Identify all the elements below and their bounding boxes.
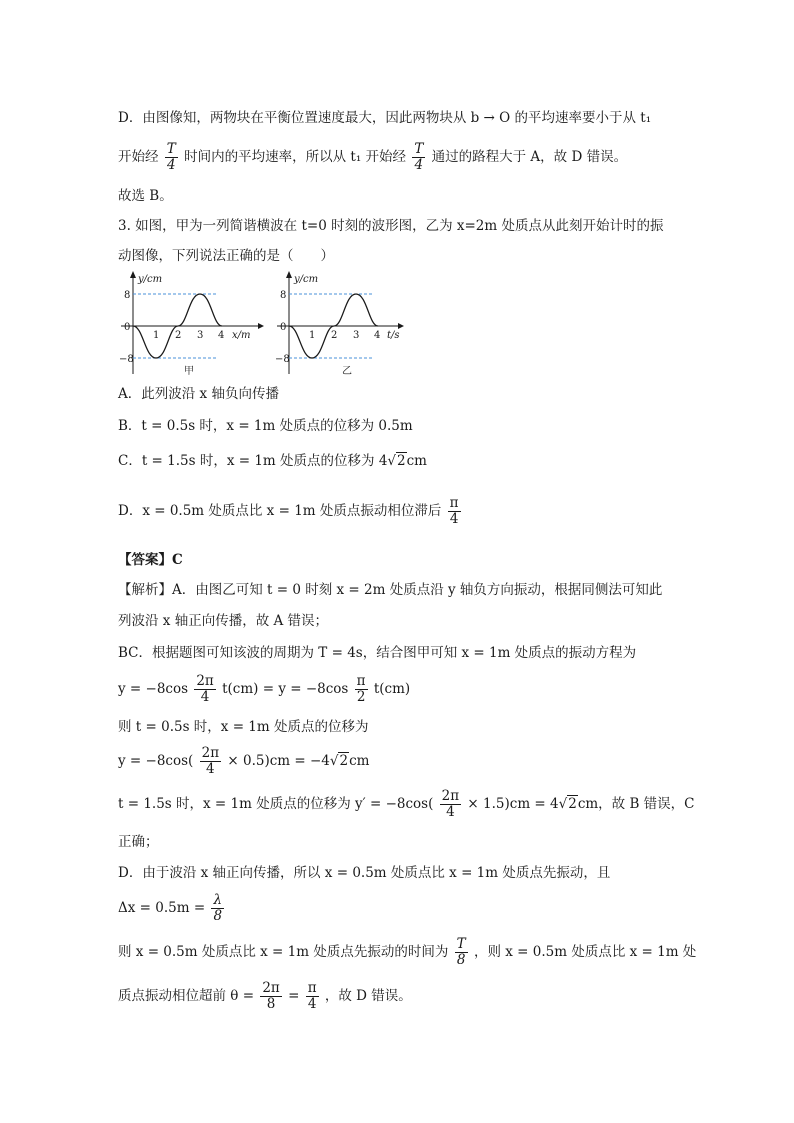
- text: t = 1.5s 时，x = 1m 处质点的位移为 y′ = −8cos(: [118, 796, 434, 812]
- svg-text:2: 2: [175, 330, 182, 341]
- svg-text:甲: 甲: [184, 366, 194, 377]
- svg-text:4: 4: [218, 330, 225, 341]
- fraction-T-4: $\frac{T}{4}$: [414, 141, 424, 173]
- svg-text:1: 1: [153, 330, 160, 341]
- svg-text:4: 4: [374, 330, 381, 341]
- text: t(cm) = y = −8cos: [222, 681, 349, 697]
- svg-text:−8: −8: [119, 354, 134, 365]
- svg-text:3: 3: [353, 330, 360, 341]
- text: 时间内的平均速率，所以从 t₁ 开始经: [184, 149, 407, 165]
- answer: 【答案】C: [118, 552, 183, 568]
- text: y = −8cos(: [118, 753, 194, 769]
- svg-text:y/cm: y/cm: [294, 274, 319, 285]
- fraction-T-8: $\frac{T}{8}$: [456, 936, 466, 968]
- text: Δx = 0.5m =: [118, 900, 206, 916]
- option-c: C．t = 1.5s 时，x = 1m 处质点的位移为 4√2cm: [118, 453, 427, 469]
- explain-line-7: [118, 937, 696, 968]
- svg-text:3: 3: [197, 330, 204, 341]
- text: cm，故 B 错误，C: [577, 796, 695, 812]
- explain-line-2: 列波沿 x 轴正向传播，故 A 错误；: [118, 613, 329, 629]
- svg-text:0: 0: [280, 322, 287, 333]
- q3-stem-1: 3. 如图，甲为一列简谐横波在 t=0 时刻的波形图，乙为 x=2m 处质点从此刻开始计时的振: [118, 218, 664, 234]
- explain-line-1: 【解析】A．由图乙可知 t = 0 时刻 x = 2m 处质点沿 y 轴负方向振动，根据同侧法可知此: [118, 582, 663, 598]
- text: cm: [349, 753, 370, 769]
- wave-graph-jia: [116, 266, 266, 378]
- svg-text:1: 1: [309, 330, 316, 341]
- svg-text:x/m: x/m: [232, 330, 251, 341]
- fraction-lambda-8: $\frac{\lambda}{8}$: [213, 892, 223, 924]
- text: 通过的路程大于 A，故 D 错误。: [431, 149, 628, 165]
- fraction-2pi-4: $\frac{2\pi}{4}$: [196, 673, 214, 705]
- text: y = −8cos: [118, 681, 189, 697]
- equation-4: [118, 893, 226, 924]
- option-b: B．t = 0.5s 时，x = 1m 处质点的位移为 0.5m: [118, 418, 413, 434]
- text: 质点振动相位超前 θ =: [118, 988, 255, 1004]
- svg-text:0: 0: [124, 322, 131, 333]
- svg-text:2: 2: [331, 330, 338, 341]
- vibration-graph-yi: [272, 266, 412, 378]
- text: C．t = 1.5s 时，x = 1m 处质点的位移为 4: [118, 453, 388, 469]
- explain-line-6: D．由于波沿 x 轴正向传播，所以 x = 0.5m 处质点比 x = 1m 处质点先振动，且: [118, 865, 611, 881]
- text: × 1.5)cm = 4: [467, 796, 559, 812]
- svg-text:8: 8: [280, 290, 287, 301]
- svg-text:8: 8: [124, 290, 131, 301]
- equation-1: [118, 674, 410, 705]
- explain-line-3: BC．根据题图可知该波的周期为 T = 4s，结合图甲可知 x = 1m 处质点的振动方程为: [118, 645, 637, 661]
- text: 则 x = 0.5m 处质点比 x = 1m 处质点先振动的时间为: [118, 944, 449, 960]
- text: ，故 D 错误。: [324, 988, 412, 1004]
- sqrt-2: 2: [568, 796, 577, 812]
- fraction-2pi-4: $\frac{2\pi}{4}$: [201, 745, 220, 777]
- text: t(cm): [373, 681, 411, 697]
- q3-stem-2: 动图像，下列说法正确的是（ ）: [118, 248, 334, 264]
- explain-line-4: 则 t = 0.5s 时，x = 1m 处质点的位移为: [118, 719, 369, 735]
- option-a: A．此列波沿 x 轴负向传播: [118, 386, 279, 402]
- fraction-pi-4: $\frac{\pi}{4}$: [449, 495, 459, 527]
- svg-text:t/s: t/s: [387, 330, 400, 341]
- explain-line-5: 正确；: [118, 834, 159, 850]
- text: ，则 x = 0.5m 处质点比 x = 1m 处: [473, 944, 697, 960]
- equation-3: t = 1.5s 时，x = 1m 处质点的位移为 y′ = −8cos( $\frac{2\pi}{4}$ × 1.5)cm = 4√2cm，故 B 错误，C: [118, 788, 695, 820]
- explain-line-8: [118, 981, 412, 1012]
- fraction-T-4: $\frac{T}{4}$: [166, 141, 176, 173]
- option-d: [118, 496, 463, 527]
- text: =: [288, 988, 300, 1004]
- text: 开始经: [118, 149, 159, 165]
- sqrt-2: 2: [397, 453, 406, 469]
- sqrt-2: 2: [339, 753, 349, 769]
- fraction-2pi-8: $\frac{2\pi}{8}$: [262, 980, 280, 1012]
- fraction-2pi-4: $\frac{2\pi}{4}$: [441, 788, 460, 820]
- prev-d-line-2: [118, 142, 627, 173]
- fraction-pi-2: $\frac{\pi}{2}$: [356, 673, 366, 705]
- equation-2: y = −8cos( $\frac{2\pi}{4}$ × 0.5)cm = −4√2cm: [118, 745, 370, 777]
- svg-text:y/cm: y/cm: [138, 274, 163, 285]
- prev-d-line-1: D．由图像知，两物块在平衡位置速度最大，因此两物块从 b → O 的平均速率要小于从 t₁: [118, 110, 652, 126]
- text: cm: [406, 453, 427, 469]
- choose-b: 故选 B。: [118, 188, 173, 204]
- text: D．x = 0.5m 处质点比 x = 1m 处质点振动相位滞后: [118, 503, 442, 519]
- svg-text:乙: 乙: [342, 366, 352, 377]
- svg-text:−8: −8: [275, 354, 290, 365]
- text: × 0.5)cm = −4: [227, 753, 330, 769]
- fraction-pi-4: $\frac{\pi}{4}$: [307, 980, 317, 1012]
